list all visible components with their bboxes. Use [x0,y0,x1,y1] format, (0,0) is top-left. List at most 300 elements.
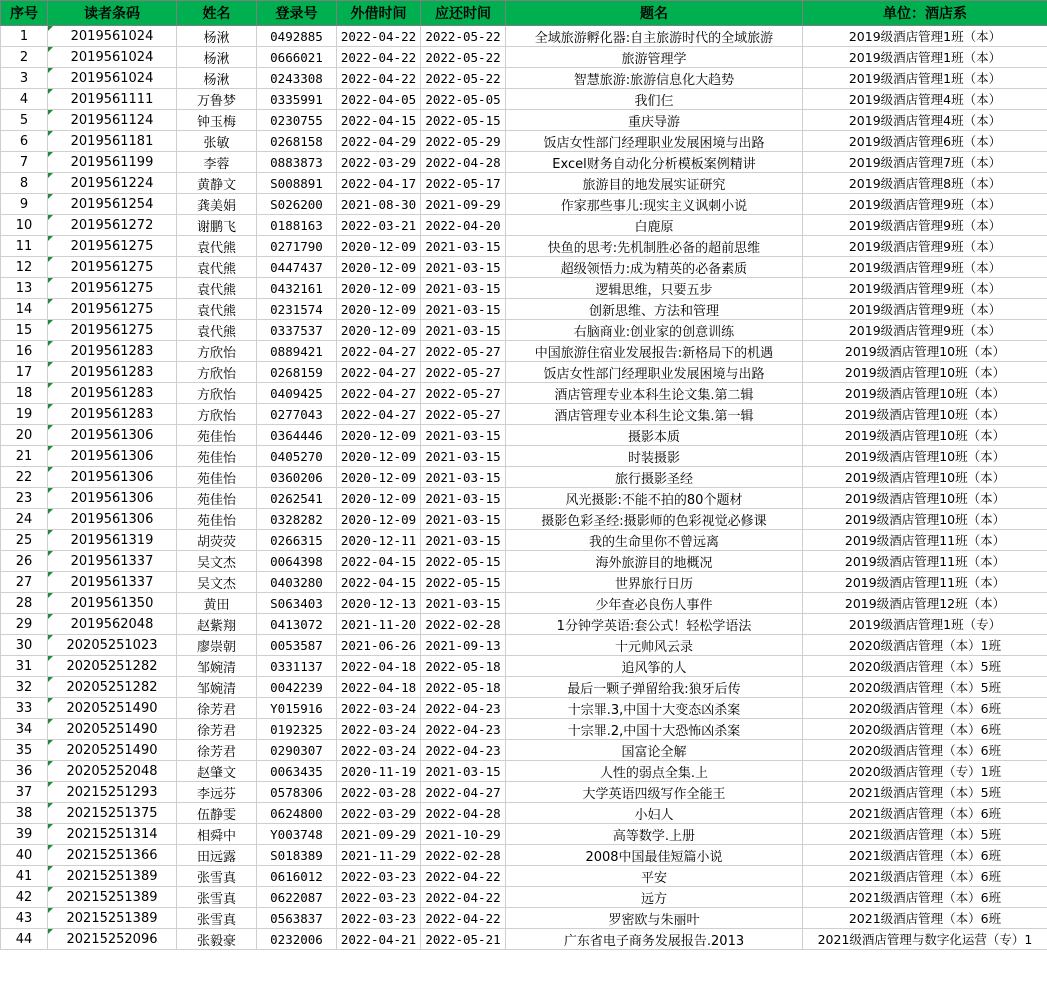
cell-reader-id[interactable]: 20205251282 [48,677,177,698]
cell-seq[interactable]: 20 [1,425,48,446]
cell-seq[interactable]: 28 [1,593,48,614]
cell-seq[interactable]: 6 [1,131,48,152]
cell-title[interactable]: 1分钟学英语:套公式！轻松学语法 [506,614,803,635]
cell-login-no[interactable]: 0622087 [257,887,337,908]
cell-due-date[interactable]: 2022-04-22 [421,887,506,908]
cell-login-no[interactable]: 0243308 [257,68,337,89]
cell-seq[interactable]: 8 [1,173,48,194]
cell-name[interactable]: 相舜中 [177,824,257,845]
cell-title[interactable]: 追风筝的人 [506,656,803,677]
cell-name[interactable]: 赵肇文 [177,761,257,782]
cell-reader-id[interactable]: 20215251375 [48,803,177,824]
cell-login-no[interactable]: Y003748 [257,824,337,845]
cell-title[interactable]: 饭店女性部门经理职业发展困境与出路 [506,131,803,152]
cell-due-date[interactable]: 2022-05-22 [421,68,506,89]
cell-login-no[interactable]: 0053587 [257,635,337,656]
cell-title[interactable]: Excel财务自动化分析模板案例精讲 [506,152,803,173]
cell-seq[interactable]: 41 [1,866,48,887]
cell-name[interactable]: 杨湫 [177,26,257,47]
cell-seq[interactable]: 7 [1,152,48,173]
cell-login-no[interactable]: 0432161 [257,278,337,299]
cell-unit[interactable]: 2019级酒店管理8班（本） [803,173,1047,194]
cell-seq[interactable]: 18 [1,383,48,404]
cell-due-date[interactable]: 2022-04-27 [421,782,506,803]
cell-title[interactable]: 快鱼的思考:先机制胜必备的超前思维 [506,236,803,257]
cell-reader-id[interactable]: 20215251389 [48,887,177,908]
cell-seq[interactable]: 35 [1,740,48,761]
cell-name[interactable]: 苑佳怡 [177,509,257,530]
cell-borrow-date[interactable]: 2021-09-29 [337,824,421,845]
cell-name[interactable]: 徐芳君 [177,740,257,761]
cell-login-no[interactable]: 0364446 [257,425,337,446]
cell-title[interactable]: 广东省电子商务发展报告.2013 [506,929,803,950]
cell-login-no[interactable]: S018389 [257,845,337,866]
cell-name[interactable]: 张毅豪 [177,929,257,950]
cell-title[interactable]: 国富论全解 [506,740,803,761]
cell-title[interactable]: 风光摄影:不能不拍的80个题材 [506,488,803,509]
cell-seq[interactable]: 27 [1,572,48,593]
cell-borrow-date[interactable]: 2022-03-23 [337,908,421,929]
cell-name[interactable]: 袁代熊 [177,257,257,278]
cell-login-no[interactable]: 0231574 [257,299,337,320]
cell-seq[interactable]: 17 [1,362,48,383]
cell-title[interactable]: 十宗罪.2,中国十大恐怖凶杀案 [506,719,803,740]
cell-borrow-date[interactable]: 2022-03-29 [337,152,421,173]
cell-due-date[interactable]: 2022-05-21 [421,929,506,950]
cell-seq[interactable]: 39 [1,824,48,845]
cell-seq[interactable]: 9 [1,194,48,215]
cell-due-date[interactable]: 2022-05-15 [421,572,506,593]
cell-reader-id[interactable]: 20215251314 [48,824,177,845]
cell-login-no[interactable]: 0335991 [257,89,337,110]
cell-unit[interactable]: 2019级酒店管理11班（本） [803,551,1047,572]
cell-unit[interactable]: 2019级酒店管理10班（本） [803,509,1047,530]
cell-due-date[interactable]: 2022-05-27 [421,383,506,404]
cell-name[interactable]: 袁代熊 [177,320,257,341]
cell-reader-id[interactable]: 2019561275 [48,257,177,278]
cell-due-date[interactable]: 2022-04-23 [421,740,506,761]
cell-unit[interactable]: 2019级酒店管理10班（本） [803,383,1047,404]
cell-name[interactable]: 邹婉清 [177,656,257,677]
cell-login-no[interactable]: 0232006 [257,929,337,950]
cell-name[interactable]: 吴文杰 [177,551,257,572]
cell-name[interactable]: 袁代熊 [177,236,257,257]
cell-borrow-date[interactable]: 2022-04-15 [337,110,421,131]
cell-reader-id[interactable]: 2019561306 [48,509,177,530]
cell-login-no[interactable]: 0277043 [257,404,337,425]
cell-title[interactable]: 少年查必良伤人事件 [506,593,803,614]
cell-unit[interactable]: 2019级酒店管理10班（本） [803,362,1047,383]
cell-title[interactable]: 2008中国最佳短篇小说 [506,845,803,866]
cell-title[interactable]: 白鹿原 [506,215,803,236]
cell-borrow-date[interactable]: 2022-04-15 [337,572,421,593]
cell-name[interactable]: 黄静文 [177,173,257,194]
cell-unit[interactable]: 2019级酒店管理1班（专） [803,614,1047,635]
cell-name[interactable]: 李蓉 [177,152,257,173]
cell-reader-id[interactable]: 20215251366 [48,845,177,866]
cell-unit[interactable]: 2019级酒店管理10班（本） [803,488,1047,509]
cell-reader-id[interactable]: 20215251389 [48,908,177,929]
cell-title[interactable]: 我们仨 [506,89,803,110]
cell-name[interactable]: 黄田 [177,593,257,614]
cell-unit[interactable]: 2021级酒店管理（本）5班 [803,824,1047,845]
cell-borrow-date[interactable]: 2020-12-09 [337,236,421,257]
cell-due-date[interactable]: 2021-09-29 [421,194,506,215]
cell-name[interactable]: 李远芬 [177,782,257,803]
cell-name[interactable]: 张雪真 [177,908,257,929]
cell-due-date[interactable]: 2022-05-22 [421,26,506,47]
cell-reader-id[interactable]: 2019562048 [48,614,177,635]
cell-borrow-date[interactable]: 2022-04-22 [337,68,421,89]
cell-unit[interactable]: 2019级酒店管理9班（本） [803,320,1047,341]
cell-title[interactable]: 酒店管理专业本科生论文集.第一辑 [506,404,803,425]
cell-login-no[interactable]: 0042239 [257,677,337,698]
cell-login-no[interactable]: 0230755 [257,110,337,131]
cell-name[interactable]: 杨湫 [177,47,257,68]
cell-borrow-date[interactable]: 2020-12-13 [337,593,421,614]
cell-login-no[interactable]: 0360206 [257,467,337,488]
cell-title[interactable]: 右脑商业:创业家的创意训练 [506,320,803,341]
cell-login-no[interactable]: 0447437 [257,257,337,278]
cell-unit[interactable]: 2019级酒店管理9班（本） [803,215,1047,236]
cell-seq[interactable]: 40 [1,845,48,866]
cell-login-no[interactable]: 0271790 [257,236,337,257]
cell-due-date[interactable]: 2022-05-29 [421,131,506,152]
cell-borrow-date[interactable]: 2020-12-09 [337,299,421,320]
cell-name[interactable]: 苑佳怡 [177,425,257,446]
cell-borrow-date[interactable]: 2022-04-18 [337,677,421,698]
cell-borrow-date[interactable]: 2022-04-22 [337,26,421,47]
cell-seq[interactable]: 25 [1,530,48,551]
cell-seq[interactable]: 29 [1,614,48,635]
cell-unit[interactable]: 2019级酒店管理9班（本） [803,257,1047,278]
cell-login-no[interactable]: S008891 [257,173,337,194]
header-reader-id[interactable]: 读者条码 [48,1,177,26]
cell-seq[interactable]: 10 [1,215,48,236]
cell-borrow-date[interactable]: 2020-12-09 [337,488,421,509]
cell-reader-id[interactable]: 2019561350 [48,593,177,614]
cell-unit[interactable]: 2019级酒店管理10班（本） [803,446,1047,467]
cell-login-no[interactable]: 0268158 [257,131,337,152]
cell-title[interactable]: 智慧旅游:旅游信息化大趋势 [506,68,803,89]
cell-unit[interactable]: 2021级酒店管理（本）5班 [803,782,1047,803]
cell-title[interactable]: 十元帅风云录 [506,635,803,656]
cell-seq[interactable]: 1 [1,26,48,47]
cell-unit[interactable]: 2020级酒店管理（本）5班 [803,656,1047,677]
cell-login-no[interactable]: 0290307 [257,740,337,761]
cell-title[interactable]: 摄影色彩圣经:摄影师的色彩视觉必修课 [506,509,803,530]
cell-due-date[interactable]: 2021-03-15 [421,299,506,320]
cell-seq[interactable]: 42 [1,887,48,908]
cell-reader-id[interactable]: 2019561319 [48,530,177,551]
cell-reader-id[interactable]: 20205252048 [48,761,177,782]
cell-login-no[interactable]: 0666021 [257,47,337,68]
cell-seq[interactable]: 12 [1,257,48,278]
cell-login-no[interactable]: 0328282 [257,509,337,530]
cell-reader-id[interactable]: 20215252096 [48,929,177,950]
cell-name[interactable]: 方欣怡 [177,362,257,383]
cell-name[interactable]: 田远露 [177,845,257,866]
cell-title[interactable]: 世界旅行日历 [506,572,803,593]
cell-due-date[interactable]: 2021-03-15 [421,446,506,467]
cell-seq[interactable]: 23 [1,488,48,509]
cell-login-no[interactable]: 0063435 [257,761,337,782]
cell-unit[interactable]: 2019级酒店管理7班（本） [803,152,1047,173]
cell-unit[interactable]: 2021级酒店管理（本）6班 [803,887,1047,908]
cell-name[interactable]: 张雪真 [177,866,257,887]
cell-borrow-date[interactable]: 2020-11-19 [337,761,421,782]
cell-due-date[interactable]: 2022-02-28 [421,614,506,635]
cell-borrow-date[interactable]: 2022-04-18 [337,656,421,677]
cell-seq[interactable]: 44 [1,929,48,950]
cell-title[interactable]: 时装摄影 [506,446,803,467]
cell-name[interactable]: 苑佳怡 [177,488,257,509]
cell-unit[interactable]: 2019级酒店管理9班（本） [803,194,1047,215]
cell-seq[interactable]: 2 [1,47,48,68]
cell-title[interactable]: 饭店女性部门经理职业发展困境与出路 [506,362,803,383]
cell-login-no[interactable]: 0563837 [257,908,337,929]
cell-login-no[interactable]: 0268159 [257,362,337,383]
cell-login-no[interactable]: S063403 [257,593,337,614]
cell-reader-id[interactable]: 2019561124 [48,110,177,131]
cell-borrow-date[interactable]: 2022-04-17 [337,173,421,194]
cell-title[interactable]: 酒店管理专业本科生论文集.第二辑 [506,383,803,404]
cell-unit[interactable]: 2019级酒店管理1班（本） [803,68,1047,89]
cell-name[interactable]: 杨湫 [177,68,257,89]
cell-title[interactable]: 旅游管理学 [506,47,803,68]
cell-reader-id[interactable]: 2019561024 [48,26,177,47]
cell-reader-id[interactable]: 2019561306 [48,467,177,488]
cell-due-date[interactable]: 2021-03-15 [421,509,506,530]
cell-name[interactable]: 方欣怡 [177,383,257,404]
cell-login-no[interactable]: 0192325 [257,719,337,740]
cell-due-date[interactable]: 2022-04-23 [421,698,506,719]
cell-due-date[interactable]: 2021-03-15 [421,761,506,782]
cell-due-date[interactable]: 2022-05-18 [421,656,506,677]
cell-unit[interactable]: 2020级酒店管理（本）1班 [803,635,1047,656]
cell-borrow-date[interactable]: 2022-04-27 [337,383,421,404]
cell-borrow-date[interactable]: 2022-03-29 [337,803,421,824]
cell-name[interactable]: 张雪真 [177,887,257,908]
cell-borrow-date[interactable]: 2022-04-27 [337,362,421,383]
cell-reader-id[interactable]: 2019561024 [48,47,177,68]
cell-due-date[interactable]: 2021-03-15 [421,488,506,509]
cell-due-date[interactable]: 2022-05-27 [421,404,506,425]
cell-due-date[interactable]: 2022-05-05 [421,89,506,110]
cell-due-date[interactable]: 2021-03-15 [421,425,506,446]
cell-due-date[interactable]: 2021-03-15 [421,257,506,278]
cell-seq[interactable]: 4 [1,89,48,110]
cell-reader-id[interactable]: 20205251023 [48,635,177,656]
cell-seq[interactable]: 13 [1,278,48,299]
cell-borrow-date[interactable]: 2022-03-23 [337,887,421,908]
cell-name[interactable]: 谢鹏飞 [177,215,257,236]
cell-unit[interactable]: 2019级酒店管理10班（本） [803,404,1047,425]
cell-unit[interactable]: 2019级酒店管理4班（本） [803,110,1047,131]
cell-borrow-date[interactable]: 2020-12-09 [337,446,421,467]
cell-borrow-date[interactable]: 2021-08-30 [337,194,421,215]
cell-seq[interactable]: 36 [1,761,48,782]
cell-reader-id[interactable]: 20205251490 [48,719,177,740]
cell-reader-id[interactable]: 20205251490 [48,740,177,761]
cell-due-date[interactable]: 2022-04-22 [421,866,506,887]
cell-login-no[interactable]: Y015916 [257,698,337,719]
cell-unit[interactable]: 2021级酒店管理与数字化运营（专）1 [803,929,1047,950]
cell-seq[interactable]: 22 [1,467,48,488]
cell-reader-id[interactable]: 2019561337 [48,572,177,593]
cell-unit[interactable]: 2019级酒店管理10班（本） [803,425,1047,446]
cell-due-date[interactable]: 2022-05-17 [421,173,506,194]
cell-title[interactable]: 罗密欧与朱丽叶 [506,908,803,929]
cell-name[interactable]: 邹婉清 [177,677,257,698]
header-login-no[interactable]: 登录号 [257,1,337,26]
cell-unit[interactable]: 2020级酒店管理（本）6班 [803,719,1047,740]
cell-login-no[interactable]: 0889421 [257,341,337,362]
cell-reader-id[interactable]: 2019561275 [48,299,177,320]
cell-seq[interactable]: 30 [1,635,48,656]
cell-seq[interactable]: 21 [1,446,48,467]
cell-seq[interactable]: 5 [1,110,48,131]
cell-due-date[interactable]: 2022-05-15 [421,551,506,572]
cell-title[interactable]: 远方 [506,887,803,908]
cell-login-no[interactable]: 0492885 [257,26,337,47]
cell-borrow-date[interactable]: 2020-12-09 [337,257,421,278]
cell-unit[interactable]: 2019级酒店管理4班（本） [803,89,1047,110]
cell-unit[interactable]: 2020级酒店管理（本）6班 [803,740,1047,761]
cell-name[interactable]: 张敏 [177,131,257,152]
cell-borrow-date[interactable]: 2022-04-27 [337,404,421,425]
cell-title[interactable]: 大学英语四级写作全能王 [506,782,803,803]
cell-name[interactable]: 方欣怡 [177,404,257,425]
cell-name[interactable]: 赵紫翔 [177,614,257,635]
cell-borrow-date[interactable]: 2020-12-09 [337,509,421,530]
cell-login-no[interactable]: 0337537 [257,320,337,341]
cell-seq[interactable]: 3 [1,68,48,89]
cell-name[interactable]: 廖崇朝 [177,635,257,656]
cell-reader-id[interactable]: 2019561337 [48,551,177,572]
cell-login-no[interactable]: 0064398 [257,551,337,572]
cell-unit[interactable]: 2019级酒店管理12班（本） [803,593,1047,614]
cell-due-date[interactable]: 2021-03-15 [421,236,506,257]
cell-login-no[interactable]: 0266315 [257,530,337,551]
cell-login-no[interactable]: 0616012 [257,866,337,887]
cell-due-date[interactable]: 2022-04-20 [421,215,506,236]
cell-reader-id[interactable]: 2019561024 [48,68,177,89]
cell-due-date[interactable]: 2021-03-15 [421,320,506,341]
cell-borrow-date[interactable]: 2022-03-28 [337,782,421,803]
cell-login-no[interactable]: 0331137 [257,656,337,677]
cell-login-no[interactable]: 0409425 [257,383,337,404]
cell-title[interactable]: 十宗罪.3,中国十大变态凶杀案 [506,698,803,719]
cell-name[interactable]: 吴文杰 [177,572,257,593]
cell-login-no[interactable]: S026200 [257,194,337,215]
cell-seq[interactable]: 15 [1,320,48,341]
cell-unit[interactable]: 2019级酒店管理10班（本） [803,341,1047,362]
cell-login-no[interactable]: 0405270 [257,446,337,467]
cell-due-date[interactable]: 2022-05-27 [421,341,506,362]
cell-name[interactable]: 徐芳君 [177,719,257,740]
cell-title[interactable]: 我的生命里你不曾远离 [506,530,803,551]
cell-unit[interactable]: 2019级酒店管理9班（本） [803,299,1047,320]
cell-seq[interactable]: 32 [1,677,48,698]
cell-due-date[interactable]: 2021-10-29 [421,824,506,845]
cell-title[interactable]: 人性的弱点全集.上 [506,761,803,782]
cell-title[interactable]: 平安 [506,866,803,887]
cell-borrow-date[interactable]: 2022-03-24 [337,719,421,740]
cell-unit[interactable]: 2019级酒店管理1班（本） [803,47,1047,68]
cell-reader-id[interactable]: 2019561306 [48,425,177,446]
cell-due-date[interactable]: 2022-04-23 [421,719,506,740]
cell-reader-id[interactable]: 20205251490 [48,698,177,719]
cell-borrow-date[interactable]: 2020-12-11 [337,530,421,551]
cell-name[interactable]: 万鲁梦 [177,89,257,110]
cell-name[interactable]: 徐芳君 [177,698,257,719]
cell-name[interactable]: 钟玉梅 [177,110,257,131]
cell-due-date[interactable]: 2022-05-18 [421,677,506,698]
cell-unit[interactable]: 2020级酒店管理（本）5班 [803,677,1047,698]
cell-reader-id[interactable]: 2019561306 [48,488,177,509]
cell-name[interactable]: 方欣怡 [177,341,257,362]
cell-title[interactable]: 逻辑思维，只要五步 [506,278,803,299]
cell-seq[interactable]: 24 [1,509,48,530]
cell-name[interactable]: 伍静雯 [177,803,257,824]
cell-borrow-date[interactable]: 2022-03-24 [337,698,421,719]
cell-title[interactable]: 作家那些事儿:现实主义讽刺小说 [506,194,803,215]
cell-name[interactable]: 袁代熊 [177,278,257,299]
cell-borrow-date[interactable]: 2022-04-05 [337,89,421,110]
cell-login-no[interactable]: 0624800 [257,803,337,824]
cell-seq[interactable]: 33 [1,698,48,719]
cell-seq[interactable]: 38 [1,803,48,824]
cell-borrow-date[interactable]: 2020-12-09 [337,320,421,341]
cell-borrow-date[interactable]: 2022-03-24 [337,740,421,761]
cell-title[interactable]: 高等数学.上册 [506,824,803,845]
cell-reader-id[interactable]: 2019561199 [48,152,177,173]
cell-due-date[interactable]: 2022-05-27 [421,362,506,383]
cell-login-no[interactable]: 0188163 [257,215,337,236]
cell-title[interactable]: 海外旅游目的地概况 [506,551,803,572]
cell-title[interactable]: 最后一颗子弹留给我:狼牙后传 [506,677,803,698]
cell-unit[interactable]: 2019级酒店管理9班（本） [803,236,1047,257]
cell-reader-id[interactable]: 2019561283 [48,404,177,425]
cell-borrow-date[interactable]: 2021-11-20 [337,614,421,635]
cell-borrow-date[interactable]: 2022-03-23 [337,866,421,887]
cell-reader-id[interactable]: 2019561283 [48,383,177,404]
cell-due-date[interactable]: 2022-05-15 [421,110,506,131]
cell-reader-id[interactable]: 2019561275 [48,236,177,257]
cell-name[interactable]: 苑佳怡 [177,446,257,467]
cell-unit[interactable]: 2019级酒店管理11班（本） [803,572,1047,593]
cell-due-date[interactable]: 2021-09-13 [421,635,506,656]
header-due-date[interactable]: 应还时间 [421,1,506,26]
cell-borrow-date[interactable]: 2022-04-15 [337,551,421,572]
cell-due-date[interactable]: 2022-02-28 [421,845,506,866]
cell-borrow-date[interactable]: 2020-12-09 [337,467,421,488]
cell-login-no[interactable]: 0883873 [257,152,337,173]
cell-reader-id[interactable]: 2019561306 [48,446,177,467]
cell-login-no[interactable]: 0413072 [257,614,337,635]
cell-seq[interactable]: 26 [1,551,48,572]
cell-borrow-date[interactable]: 2021-11-29 [337,845,421,866]
cell-due-date[interactable]: 2022-05-22 [421,47,506,68]
cell-borrow-date[interactable]: 2020-12-09 [337,278,421,299]
cell-title[interactable]: 旅行摄影圣经 [506,467,803,488]
cell-borrow-date[interactable]: 2020-12-09 [337,425,421,446]
cell-due-date[interactable]: 2022-04-22 [421,908,506,929]
cell-name[interactable]: 龚美娟 [177,194,257,215]
cell-unit[interactable]: 2019级酒店管理1班（本） [803,26,1047,47]
header-borrow-date[interactable]: 外借时间 [337,1,421,26]
